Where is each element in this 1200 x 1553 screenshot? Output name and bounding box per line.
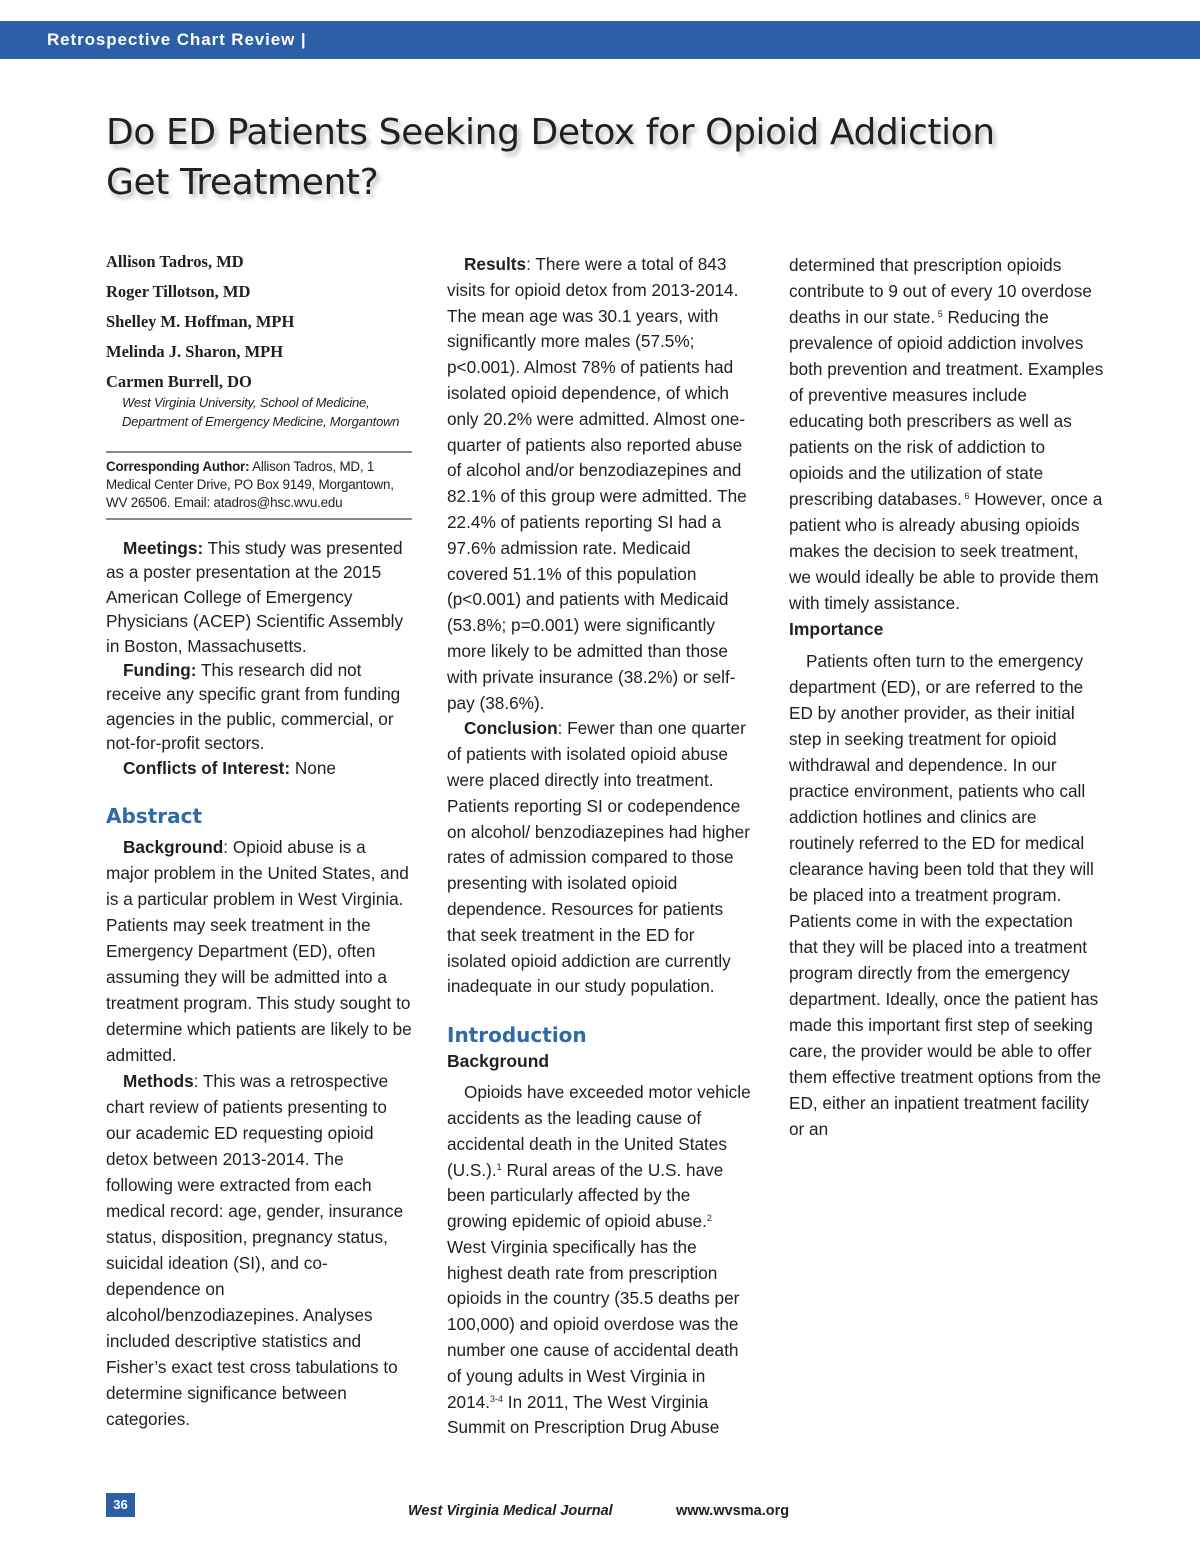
- intro-text-d: determined that prescription opioids contribute to 9 out of every 10 overdose deaths in our state.: [789, 255, 1092, 327]
- results-text: : There were a total of 843 visits for opioid detox from 2013-2014. The mean age was 30.1 years, with significantly more males (57.5%; p<0.001). Almost 78% of patients had isolated opioid dependence, of which only 20.2% were admitted. Almost one-quarter of patients also reported abuse of alcohol and/or benzodiazepines and 82.1% of this group were admitted. The 22.4% of patients reporting SI had a 97.6% admission rate. Medicaid covered 51.1% of this population (p<0.001) and patients with Medicaid (53.8%; p=0.001) were significantly more likely to be admitted than those with private insurance (38.2%) or self-pay (38.6%).: [447, 254, 747, 713]
- author-name: Allison Tadros, MD: [106, 252, 244, 271]
- funding-text: This research did not receive any specific grant from funding agencies in the public, commercial, or not-for-profit sectors.: [106, 660, 401, 754]
- citation-6: 6: [961, 491, 970, 501]
- author-name: Melinda J. Sharon, MPH: [106, 342, 284, 361]
- citation-3-4: 3-4: [490, 1393, 504, 1404]
- journal-url: www.wvsma.org: [676, 1503, 790, 1519]
- affiliation: [122, 393, 412, 431]
- results-label: Results: [464, 254, 527, 274]
- abstract-results: [447, 252, 755, 716]
- column-3: [789, 252, 1104, 1142]
- author-name: Shelley M. Hoffman, MPH: [106, 312, 295, 331]
- meetings-note: [106, 536, 412, 658]
- corresponding-text: Allison Tadros, MD, 1 Medical Center Drive, PO Box 9149, Morgantown, WV 26506. Email: atadros@hsc.wvu.edu: [106, 459, 394, 510]
- citation-5: 5: [935, 309, 943, 319]
- corresponding-author: [106, 453, 412, 518]
- article-notes: [106, 536, 412, 780]
- journal-name: West Virginia Medical Journal: [408, 1503, 613, 1519]
- conflicts-note: [106, 756, 412, 780]
- intro-text-a: Opioids have exceeded motor vehicle accidents as the leading cause of accidental death in the United States (U.S.).: [447, 1082, 751, 1180]
- column-2: [447, 252, 755, 1441]
- divider: [106, 518, 412, 520]
- page-number: 36: [106, 1493, 135, 1517]
- author-name: Carmen Burrell, DO: [106, 372, 252, 391]
- intro-text-f: However, once a patient who is already abusing opioids makes the decision to seek treatment, we would ideally be able to provide them with timely assistance.: [789, 489, 1103, 613]
- background-subheading: Background: [447, 1051, 550, 1072]
- title-line-1: Do ED Patients Seeking Detox for Opioid Addiction: [106, 112, 995, 153]
- intro-text-d: In 2011, The West Virginia Summit on Prescription Drug Abuse: [447, 1391, 720, 1438]
- intro-text-b: Rural areas of the U.S. have been particularly affected by the growing epidemic of opioid abuse.: [447, 1159, 724, 1232]
- affiliation-line-1: West Virginia University, School of Medicine,: [122, 395, 370, 410]
- intro-text-c: West Virginia specifically has the highest death rate from prescription opioids in the country (35.5 deaths per 100,000) and opioid overdose was the number one cause of accidental death of young adults in West Virginia in 2014.: [447, 1236, 740, 1412]
- meetings-label: Meetings:: [123, 538, 204, 558]
- citation-1: 1: [496, 1161, 502, 1172]
- methods-text: : This was a retrospective chart review of patients presenting to our academic ED requesting opioid detox between 2013-2014. The following were extracted from each medical record: age, gender, insurance status, disposition, pregnancy status, suicidal ideation (SI), and co-dependence on alcohol/benzodiazepines. Analyses included descriptive statistics and Fisher’s exact test cross tabulations to determine significance between categories.: [106, 1071, 404, 1430]
- background-text: : Opioid abuse is a major problem in the United States, and is a particular problem in West Virginia. Patients may seek treatment in the Emergency Department (ED), often assuming they will be admitted into a treatment program. This study sought to determine which patients are likely to be admitted.: [106, 837, 412, 1066]
- abstract-heading: Abstract: [106, 804, 203, 829]
- background-label: Background: [123, 837, 224, 858]
- importance-heading: Importance: [789, 619, 884, 639]
- citation-2: 2: [706, 1213, 712, 1224]
- methods-label: Methods: [123, 1071, 194, 1092]
- funding-label: Funding:: [123, 660, 197, 681]
- author-list: [106, 252, 412, 431]
- funding-note: [106, 658, 412, 756]
- introduction-paragraph: [447, 1080, 755, 1441]
- abstract-conclusion: [447, 716, 755, 1000]
- conclusion-label: Conclusion: [464, 718, 558, 739]
- intro-text-e: Reducing the prevalence of opioid addiction involves both prevention and treatment. Examples of preventive measures include educating both prescribers as well as patients on the risk of addiction to opioids and the utilization of state prescribing databases.: [789, 307, 1104, 509]
- section-label: Retrospective Chart Review |: [47, 30, 307, 49]
- title-line-2: Get Treatment?: [106, 162, 379, 203]
- conflicts-label: Conflicts of Interest:: [123, 757, 291, 778]
- introduction-paragraph: [789, 252, 1104, 616]
- abstract-body: [106, 834, 412, 1432]
- section-header-bar: [0, 21, 1200, 59]
- corresponding-label: Corresponding Author:: [106, 459, 250, 474]
- column-1: [106, 252, 412, 1432]
- abstract-background: [106, 834, 412, 1068]
- affiliation-line-2: Department of Emergency Medicine, Morgantown: [122, 414, 400, 429]
- article-title: [106, 108, 1106, 208]
- meetings-text: This study was presented as a poster presentation at the 2015 American College of Emergency Physicians (ACEP) Scientific Assembly in Boston, Massachusetts.: [106, 538, 404, 656]
- importance-paragraph: Patients often turn to the emergency department (ED), or are referred to the ED by another provider, as their initial step in seeking treatment for opioid withdrawal and dependence. In our practice environment, patients who call addiction hotlines and clinics are routinely referred to the ED for medical clearance having been told that they will be placed into a treatment program. Patients come in with the expectation that they will be placed into a treatment program directly from the emergency department. Ideally, once the patient has made this important first step of seeking care, the provider would be able to offer them effective treatment options from the ED, either an inpatient treatment facility or an: [789, 651, 1102, 1139]
- author-name: Roger Tillotson, MD: [106, 282, 251, 301]
- conflicts-text: None: [290, 757, 336, 778]
- introduction-heading: Introduction: [447, 1023, 587, 1048]
- conclusion-text: : Fewer than one quarter of patients with isolated opioid abuse were placed directly into treatment. Patients reporting SI or codependence on alcohol/ benzodiazepines had higher rates of admission compared to those presenting with isolated opioid dependence. Resources for patients that seek treatment in the ED for isolated opioid addiction are currently inadequate in our study population.: [447, 718, 750, 997]
- abstract-methods: [106, 1068, 412, 1432]
